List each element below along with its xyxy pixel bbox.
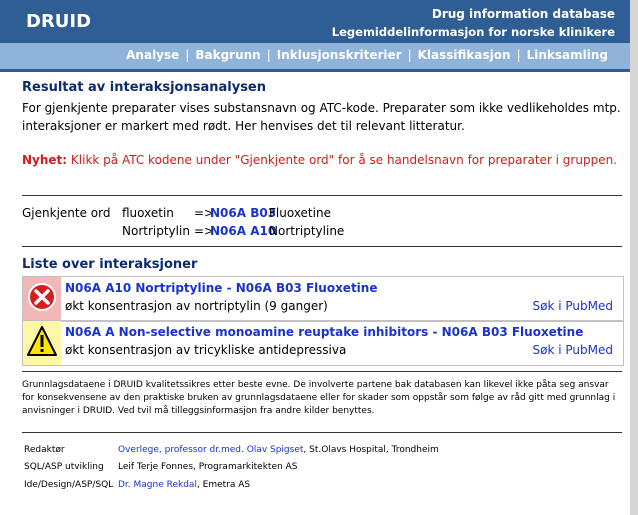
section-divider — [22, 195, 622, 196]
nav-klassifikasjon[interactable]: Klassifikasjon — [417, 48, 511, 62]
nav-bakgrunn[interactable]: Bakgrunn — [195, 48, 261, 62]
nav-divider — [0, 69, 630, 72]
recognized-substance: Fluoxetine — [269, 206, 331, 220]
credit-link[interactable]: Dr. Magne Rekdal — [118, 480, 197, 490]
severity-badge — [23, 277, 61, 321]
interaction-heading-link[interactable]: N06A A10 Nortriptyline - N06A B03 Fluoxetine — [65, 281, 378, 295]
nav-linksamling[interactable]: Linksamling — [526, 48, 608, 62]
atc-code-link[interactable]: N06A A10 — [210, 224, 277, 238]
results-title: Resultat av interaksjonsanalysen — [22, 80, 267, 95]
interaction-effect: økt konsentrasjon av tricykliske antidepressiva — [65, 343, 347, 357]
interaction-heading-link[interactable]: N06A A Non-selective monoamine reuptake inhibitors - N06A B03 Fluoxetine — [65, 325, 584, 339]
credit-label: Ide/Design/ASP/SQL — [24, 480, 114, 490]
disclaimer: Grunnlagsdataene i DRUID kvalitetssikres etter beste evne. De involverte partene bak databasen kan likevel ikke påta seg ansvar for konsekvensene av den praktiske bruken av grunnlagsdataene eller for skader som oppstår som følge av råd gitt med grunnlag i anvisninger i DRUID. Ved tvil må tilleggsinformasjon fra andre kilder benyttes. — [22, 380, 616, 416]
credit-text: , St.Olavs Hospital, Trondheim — [303, 445, 439, 455]
credit-text: , Emetra AS — [196, 480, 251, 490]
warning-triangle-icon — [23, 321, 61, 365]
nav-bar: Analyse | Bakgrunn | Inklusjonskriterier | Klassifikasjon | Linksamling — [0, 43, 630, 69]
section-divider — [22, 371, 622, 372]
interaction-item — [22, 320, 624, 366]
atc-code-link[interactable]: N06A B03 — [210, 206, 277, 220]
news-notice — [22, 151, 622, 169]
header-subtagline: Legemiddelinformasjon for norske klinikere — [331, 25, 615, 39]
header-tagline: Drug information database — [431, 7, 615, 21]
credit-label: Redaktør — [24, 445, 65, 455]
section-divider — [22, 246, 622, 247]
recognized-word: fluoxetin — [122, 206, 174, 220]
pubmed-search-link[interactable]: Søk i PubMed — [532, 299, 613, 313]
credit-link[interactable]: Overlege, professor dr.med. Olav Spigset — [118, 445, 304, 455]
credit-label: SQL/ASP utvikling — [24, 462, 104, 472]
severity-badge — [23, 321, 61, 365]
results-description: For gjenkjente preparater vises substansnavn og ATC-kode. Preparater som ikke vedlikeholdes mtp. interaksjoner er markert med rødt. Her henvises det til relevant litteratur. — [22, 101, 621, 133]
interaction-item — [22, 276, 624, 322]
interactions-title: Liste over interaksjoner — [22, 257, 198, 272]
recognized-arrow: => — [194, 206, 215, 220]
news-text: Klikk på ATC kodene under "Gjenkjente ord" for å se handelsnavn for preparater i gruppen. — [70, 153, 617, 167]
recognized-label: Gjenkjente ord — [22, 206, 111, 220]
nav-inklusjonskriterier[interactable]: Inklusjonskriterier — [276, 48, 402, 62]
recognized-substance: Nortriptyline — [269, 224, 345, 238]
recognized-arrow: => — [194, 224, 215, 238]
site-header — [0, 0, 630, 43]
brand-logo[interactable]: DRUID — [26, 11, 92, 32]
error-x-icon — [23, 277, 61, 321]
interaction-effect: økt konsentrasjon av nortriptylin (9 ganger) — [65, 299, 328, 313]
credit-text: Leif Terje Fonnes, Programarkitekten AS — [118, 462, 298, 472]
news-label: Nyhet: — [22, 153, 68, 167]
nav-analyse[interactable]: Analyse — [126, 48, 180, 62]
recognized-word: Nortriptylin — [122, 224, 190, 238]
section-divider — [22, 432, 622, 433]
pubmed-search-link[interactable]: Søk i PubMed — [532, 343, 613, 357]
